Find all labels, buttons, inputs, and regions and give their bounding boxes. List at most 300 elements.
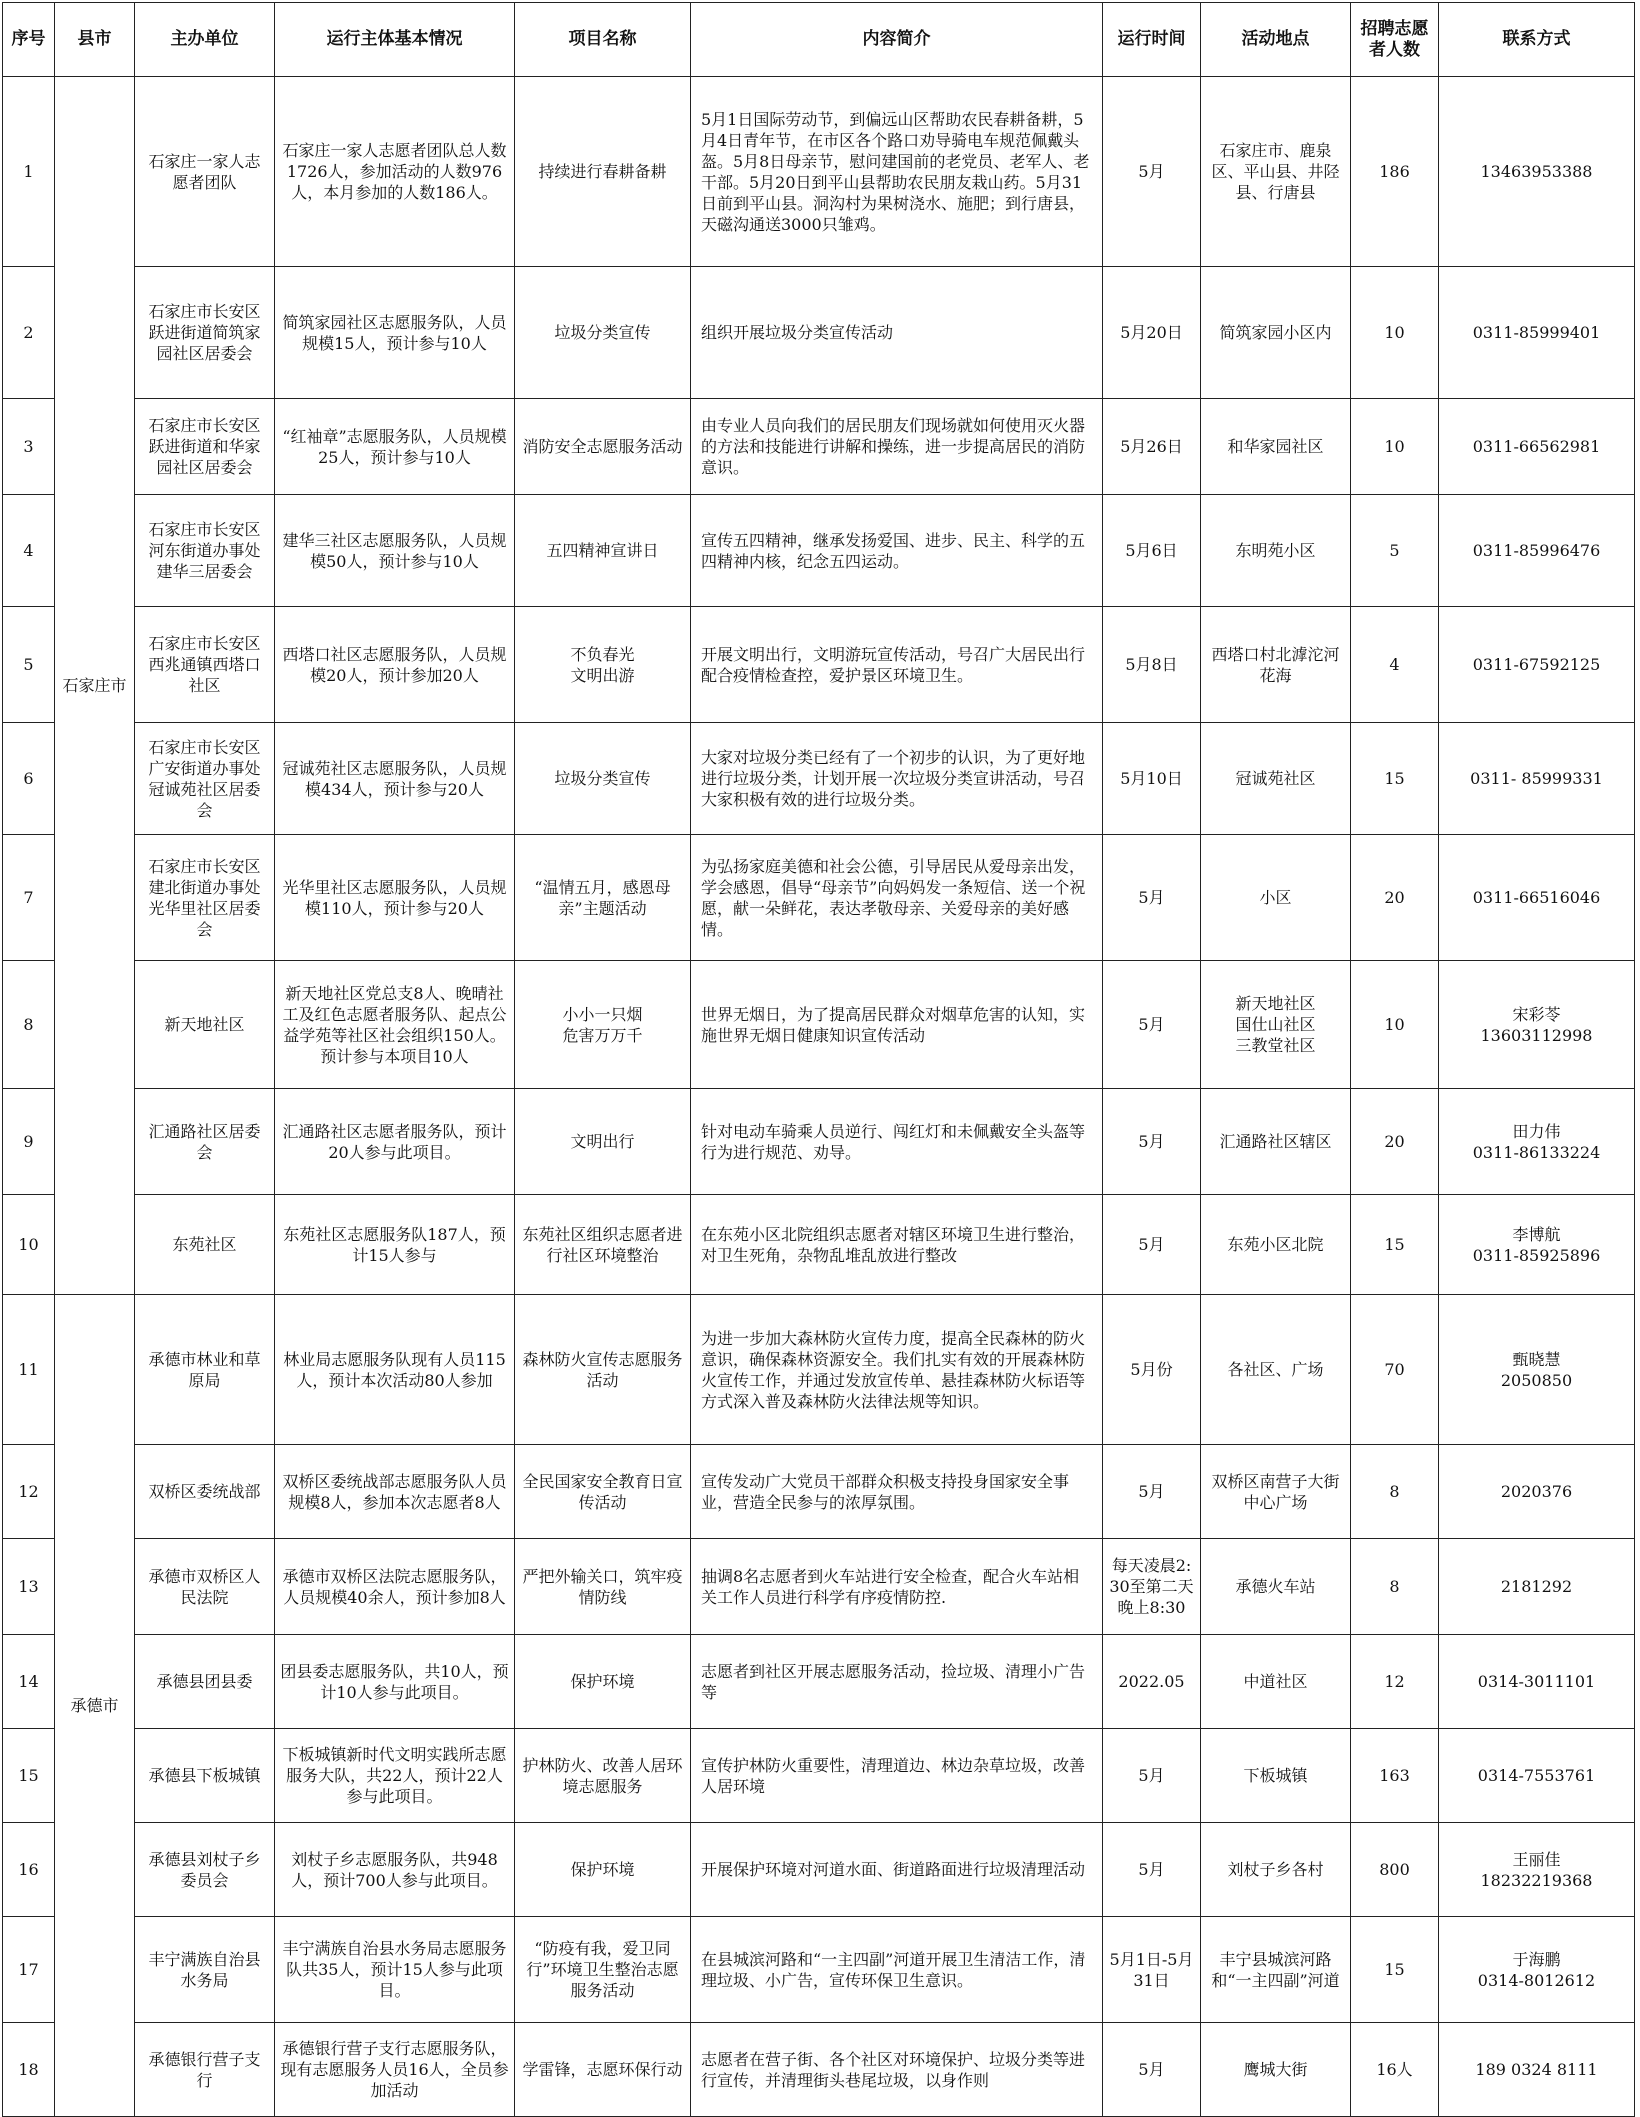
cell-basic bbox=[275, 1917, 515, 2023]
cell-basic bbox=[275, 1539, 515, 1635]
cell-contact bbox=[1439, 723, 1635, 835]
cell-basic-text: 承德银行营子支行志愿服务队，现有志愿服务人员16人，全员参加活动 bbox=[280, 2039, 509, 2100]
cell-seq-text: 3 bbox=[23, 437, 34, 456]
cell-contact bbox=[1439, 961, 1635, 1089]
cell-contact-text: 13463953388 bbox=[1480, 162, 1593, 181]
cell-place-text: 东明苑小区 bbox=[1235, 541, 1316, 560]
cell-contact-text: 0311-85999401 bbox=[1472, 323, 1601, 342]
cell-count-text: 15 bbox=[1384, 1960, 1405, 1979]
cell-count bbox=[1351, 1539, 1439, 1635]
cell-project bbox=[515, 399, 691, 495]
cell-place-text: 新天地社区 bbox=[1235, 994, 1316, 1013]
cell-time-text: 5月份 bbox=[1130, 1360, 1173, 1379]
cell-project bbox=[515, 1295, 691, 1445]
cell-seq-text: 9 bbox=[23, 1132, 34, 1151]
cell-project bbox=[515, 1539, 691, 1635]
table-row bbox=[3, 723, 1635, 835]
cell-time-text: 5月 bbox=[1138, 1015, 1165, 1034]
cell-project-text: 保护环境 bbox=[570, 1672, 635, 1691]
cell-intro-text: 志愿者在营子街、各个社区对环境保护、垃圾分类等进行宣传，并清理街头巷尾垃圾，以身作则 bbox=[701, 2049, 1086, 2090]
cell-seq bbox=[3, 267, 55, 399]
cell-basic bbox=[275, 1729, 515, 1823]
cell-seq-text: 7 bbox=[23, 888, 34, 907]
cell-basic-text: 西塔口社区志愿服务队，人员规模20人，预计参加20人 bbox=[282, 644, 507, 685]
header-place: 活动地点 bbox=[1201, 3, 1351, 77]
cell-basic bbox=[275, 495, 515, 607]
cell-intro bbox=[691, 1445, 1103, 1539]
cell-host bbox=[135, 2023, 275, 2117]
cell-host bbox=[135, 1539, 275, 1635]
cell-count bbox=[1351, 835, 1439, 961]
cell-count bbox=[1351, 77, 1439, 267]
cell-basic-text: 光华里社区志愿服务队，人员规模110人，预计参与20人 bbox=[282, 877, 507, 918]
cell-contact-text: 0311-67592125 bbox=[1472, 655, 1601, 674]
table-row bbox=[3, 961, 1635, 1089]
cell-basic bbox=[275, 723, 515, 835]
cell-place-text: 石家庄市、鹿泉区、平山县、井陉县、行唐县 bbox=[1211, 141, 1340, 202]
cell-intro bbox=[691, 399, 1103, 495]
cell-place bbox=[1201, 1445, 1351, 1539]
cell-contact bbox=[1439, 1539, 1635, 1635]
cell-host-text: 承德县刘杖子乡委员会 bbox=[148, 1849, 261, 1890]
cell-place-text: 鹰城大街 bbox=[1243, 2060, 1308, 2079]
cell-basic bbox=[275, 1195, 515, 1295]
cell-contact-text: 0314-7553761 bbox=[1477, 1766, 1596, 1785]
cell-basic-text: 林业局志愿服务队现有人员115人，预计本次活动80人参加 bbox=[283, 1349, 506, 1390]
cell-contact-text: 甄晓慧 bbox=[1512, 1349, 1561, 1369]
cell-place-text: 西塔口村北滹沱河花海 bbox=[1211, 644, 1340, 685]
cell-basic-text: 新天地社区党总支8人、晚晴社工及红色志愿者服务队、起点公益学苑等社区社会组织150人。预计参与本项目10人 bbox=[282, 983, 507, 1066]
cell-time-text: 2022.05 bbox=[1118, 1672, 1185, 1691]
cell-time-text: 5月 bbox=[1138, 1235, 1165, 1254]
cell-basic bbox=[275, 1635, 515, 1729]
cell-contact-text: 2020376 bbox=[1500, 1482, 1573, 1501]
cell-contact bbox=[1439, 1917, 1635, 2023]
county-cell-shijiazhuang: 石家庄市 bbox=[55, 77, 135, 1295]
cell-contact bbox=[1439, 1295, 1635, 1445]
cell-intro bbox=[691, 835, 1103, 961]
cell-time-text: 5月26日 bbox=[1120, 437, 1183, 456]
cell-host-text: 东苑社区 bbox=[172, 1235, 237, 1254]
cell-time bbox=[1103, 1539, 1201, 1635]
cell-host-text: 石家庄市长安区跃进街道和华家园社区居委会 bbox=[148, 416, 261, 477]
cell-time-text: 5月 bbox=[1138, 162, 1165, 181]
cell-time bbox=[1103, 1635, 1201, 1729]
cell-project bbox=[515, 1195, 691, 1295]
cell-count bbox=[1351, 1823, 1439, 1917]
cell-project bbox=[515, 723, 691, 835]
cell-basic bbox=[275, 1295, 515, 1445]
table-row bbox=[3, 77, 1635, 267]
cell-seq-text: 6 bbox=[23, 769, 34, 788]
cell-contact-text: 0311-66562981 bbox=[1472, 437, 1601, 456]
cell-intro bbox=[691, 607, 1103, 723]
cell-place bbox=[1201, 607, 1351, 723]
cell-host-text: 双桥区委统战部 bbox=[148, 1482, 261, 1501]
cell-seq bbox=[3, 1295, 55, 1445]
cell-time-text: 5月 bbox=[1138, 1766, 1165, 1785]
header-count: 招聘志愿者人数 bbox=[1351, 3, 1439, 77]
cell-intro-text: 在东苑小区北院组织志愿者对辖区环境卫生进行整治，对卫生死角，杂物乱堆乱放进行整改 bbox=[701, 1224, 1086, 1265]
cell-host-text: 新天地社区 bbox=[164, 1015, 245, 1034]
cell-seq bbox=[3, 1539, 55, 1635]
cell-host-text: 石家庄市长安区西兆通镇西塔口社区 bbox=[148, 634, 261, 695]
cell-seq bbox=[3, 1635, 55, 1729]
cell-basic-text: 建华三社区志愿服务队，人员规模50人，预计参与10人 bbox=[282, 530, 507, 571]
cell-seq-text: 14 bbox=[18, 1672, 39, 1691]
cell-count bbox=[1351, 399, 1439, 495]
cell-contact bbox=[1439, 1823, 1635, 1917]
cell-contact-text: 0311-85925896 bbox=[1472, 1245, 1601, 1265]
table-row bbox=[3, 1195, 1635, 1295]
cell-intro bbox=[691, 1089, 1103, 1195]
cell-host-text: 石家庄市长安区广安街道办事处冠诚苑社区居委会 bbox=[148, 737, 261, 820]
cell-time bbox=[1103, 1729, 1201, 1823]
cell-intro-text: 开展文明出行，文明游玩宣传活动，号召广大居民出行配合疫情检查控，爱护景区环境卫生。 bbox=[701, 644, 1086, 685]
cell-place bbox=[1201, 723, 1351, 835]
cell-seq bbox=[3, 2023, 55, 2117]
cell-basic-text: 简筑家园社区志愿服务队，人员规模15人，预计参与10人 bbox=[282, 312, 507, 353]
cell-intro bbox=[691, 723, 1103, 835]
cell-basic-text: “红袖章”志愿服务队，人员规模25人，预计参与10人 bbox=[282, 426, 507, 467]
cell-project bbox=[515, 1445, 691, 1539]
cell-project bbox=[515, 607, 691, 723]
cell-seq-text: 15 bbox=[18, 1766, 39, 1785]
cell-count bbox=[1351, 723, 1439, 835]
header-county: 县市 bbox=[55, 3, 135, 77]
cell-time-text: 5月20日 bbox=[1120, 323, 1183, 342]
cell-contact-text: 18232219368 bbox=[1480, 1870, 1593, 1890]
cell-host bbox=[135, 495, 275, 607]
cell-project bbox=[515, 961, 691, 1089]
cell-place-text: 承德火车站 bbox=[1235, 1577, 1316, 1596]
cell-project bbox=[515, 835, 691, 961]
cell-seq bbox=[3, 77, 55, 267]
cell-project-text: 小小一只烟 bbox=[562, 1004, 643, 1024]
cell-seq bbox=[3, 961, 55, 1089]
cell-contact-text: 田力伟 bbox=[1512, 1121, 1561, 1141]
cell-host bbox=[135, 267, 275, 399]
cell-time-text: 5月 bbox=[1138, 2060, 1165, 2079]
cell-project-text: 文明出游 bbox=[570, 665, 635, 685]
cell-contact bbox=[1439, 607, 1635, 723]
cell-host-text: 承德县团县委 bbox=[156, 1672, 253, 1691]
cell-host bbox=[135, 835, 275, 961]
cell-project-text: 学雷锋，志愿环保行动 bbox=[522, 2060, 683, 2079]
header-project: 项目名称 bbox=[515, 3, 691, 77]
cell-host-text: 石家庄一家人志愿者团队 bbox=[148, 151, 261, 192]
cell-project bbox=[515, 2023, 691, 2117]
cell-host-text: 石家庄市长安区建北街道办事处光华里社区居委会 bbox=[148, 856, 261, 939]
cell-time bbox=[1103, 267, 1201, 399]
cell-count bbox=[1351, 2023, 1439, 2117]
cell-place bbox=[1201, 399, 1351, 495]
cell-host bbox=[135, 1635, 275, 1729]
cell-place-text: 简筑家园小区内 bbox=[1219, 323, 1332, 342]
cell-intro-text: 抽调8名志愿者到火车站进行安全检查，配合火车站相关工作人员进行科学有序疫情防控. bbox=[701, 1566, 1080, 1607]
cell-intro-text: 5月1日国际劳动节，到偏远山区帮助农民春耕备耕，5月4日青年节，在市区各个路口劝导骑电车规范佩戴头盔。5月8日母亲节，慰问建国前的老党员、老军人、老干部。5月20日到平山县帮助农民朋友栽山药。5月31日前到平山县。洞沟村为果树浇水、施肥；到行唐县，天磁沟通送3000只雏鸡。 bbox=[701, 109, 1090, 234]
cell-place bbox=[1201, 1917, 1351, 2023]
cell-project-text: “温情五月，感恩母亲”主题活动 bbox=[534, 877, 671, 918]
cell-count bbox=[1351, 607, 1439, 723]
cell-count-text: 10 bbox=[1384, 323, 1405, 342]
cell-project-text: 不负春光 bbox=[570, 644, 635, 664]
cell-place bbox=[1201, 267, 1351, 399]
cell-time-text: 5月 bbox=[1138, 1860, 1165, 1879]
cell-time-text: 5月 bbox=[1138, 888, 1165, 907]
cell-intro-text: 宣传五四精神，继承发扬爱国、进步、民主、科学的五四精神内核，纪念五四运动。 bbox=[701, 530, 1086, 571]
cell-contact-text: 王丽佳 bbox=[1512, 1849, 1561, 1869]
cell-intro-text: 在县城滨河路和“一主四副”河道开展卫生清洁工作，清理垃圾、小广告，宣传环保卫生意识。 bbox=[701, 1949, 1086, 1990]
cell-project-text: 垃圾分类宣传 bbox=[554, 769, 651, 788]
cell-place bbox=[1201, 77, 1351, 267]
cell-contact bbox=[1439, 267, 1635, 399]
cell-host-text: 汇通路社区居委会 bbox=[148, 1121, 261, 1162]
cell-intro-text: 宣传护林防火重要性，清理道边、林边杂草垃圾，改善人居环境 bbox=[701, 1755, 1086, 1796]
cell-intro-text: 组织开展垃圾分类宣传活动 bbox=[701, 323, 894, 342]
header-row bbox=[3, 3, 1635, 77]
cell-host-text: 承德市林业和草原局 bbox=[148, 1349, 261, 1390]
cell-count-text: 20 bbox=[1384, 1132, 1405, 1151]
cell-contact-text: 189 0324 8111 bbox=[1475, 2060, 1598, 2079]
table-row bbox=[3, 1539, 1635, 1635]
county-cell-chengde: 承德市 bbox=[55, 1295, 135, 2117]
cell-host bbox=[135, 1295, 275, 1445]
cell-place-text: 下板城镇 bbox=[1243, 1766, 1308, 1785]
cell-place bbox=[1201, 495, 1351, 607]
cell-seq bbox=[3, 607, 55, 723]
cell-basic-text: 丰宁满族自治县水务局志愿服务队共35人，预计15人参与此项目。 bbox=[282, 1939, 507, 2000]
cell-time bbox=[1103, 2023, 1201, 2117]
cell-count-text: 800 bbox=[1379, 1860, 1410, 1879]
cell-host bbox=[135, 723, 275, 835]
cell-project-text: 消防安全志愿服务活动 bbox=[522, 437, 683, 456]
cell-count bbox=[1351, 1295, 1439, 1445]
cell-time-text: 5月6日 bbox=[1125, 541, 1178, 560]
table-row bbox=[3, 1729, 1635, 1823]
cell-seq-text: 4 bbox=[23, 541, 34, 560]
cell-seq-text: 5 bbox=[23, 655, 34, 674]
cell-place bbox=[1201, 2023, 1351, 2117]
cell-project bbox=[515, 495, 691, 607]
cell-count-text: 15 bbox=[1384, 769, 1405, 788]
cell-project-text: “防疫有我，爱卫同行”环境卫生整治志愿服务活动 bbox=[526, 1939, 679, 2000]
cell-contact-text: 0311-66516046 bbox=[1472, 888, 1601, 907]
cell-project bbox=[515, 1823, 691, 1917]
cell-place-text: 东苑小区北院 bbox=[1227, 1235, 1324, 1254]
header-basic: 运行主体基本情况 bbox=[275, 3, 515, 77]
cell-project-text: 严把外输关口，筑牢疫情防线 bbox=[522, 1566, 683, 1607]
cell-seq-text: 2 bbox=[23, 323, 34, 342]
cell-place-text: 刘杖子乡各村 bbox=[1227, 1860, 1324, 1879]
cell-contact-text: 0314-3011101 bbox=[1477, 1672, 1596, 1691]
cell-intro-text: 大家对垃圾分类已经有了一个初步的认识，为了更好地进行垃圾分类，计划开展一次垃圾分类宣讲活动，号召大家积极有效的进行垃圾分类。 bbox=[701, 748, 1086, 809]
cell-project bbox=[515, 1917, 691, 2023]
cell-place bbox=[1201, 1635, 1351, 1729]
cell-place bbox=[1201, 835, 1351, 961]
cell-contact-text: 0311-85996476 bbox=[1472, 541, 1601, 560]
cell-intro bbox=[691, 495, 1103, 607]
cell-place bbox=[1201, 1729, 1351, 1823]
cell-project-text: 护林防火、改善人居环境志愿服务 bbox=[522, 1755, 683, 1796]
table-row bbox=[3, 1089, 1635, 1195]
cell-intro-text: 针对电动车骑乘人员逆行、闯红灯和未佩戴安全头盔等行为进行规范、劝导。 bbox=[701, 1121, 1086, 1162]
cell-count-text: 10 bbox=[1384, 437, 1405, 456]
cell-seq bbox=[3, 1195, 55, 1295]
cell-basic bbox=[275, 961, 515, 1089]
cell-count-text: 20 bbox=[1384, 888, 1405, 907]
cell-count bbox=[1351, 1635, 1439, 1729]
cell-intro-text: 为弘扬家庭美德和社会公德，引导居民从爱母亲出发，学会感恩，倡导“母亲节”向妈妈发一条短信、送一个祝愿，献一朵鲜花，表达孝敬母亲、关爱母亲的美好感情。 bbox=[701, 856, 1086, 939]
cell-project-text: 文明出行 bbox=[570, 1132, 635, 1151]
cell-count-text: 163 bbox=[1379, 1766, 1410, 1785]
cell-project bbox=[515, 1729, 691, 1823]
cell-time bbox=[1103, 723, 1201, 835]
cell-contact-text: 李博航 bbox=[1512, 1224, 1561, 1244]
cell-seq bbox=[3, 835, 55, 961]
cell-host bbox=[135, 399, 275, 495]
cell-place-text: 和华家园社区 bbox=[1227, 437, 1324, 456]
cell-basic-text: 刘杖子乡志愿服务队，共948人，预计700人参与此项目。 bbox=[291, 1849, 498, 1890]
cell-intro bbox=[691, 961, 1103, 1089]
cell-count-text: 8 bbox=[1389, 1577, 1400, 1596]
cell-basic-text: 石家庄一家人志愿者团队总人数1726人，参加活动的人数976人，本月参加的人数186人。 bbox=[282, 141, 507, 202]
cell-count-text: 16人 bbox=[1376, 2060, 1413, 2079]
cell-contact-text: 宋彩苓 bbox=[1512, 1004, 1561, 1024]
cell-place-text: 汇通路社区辖区 bbox=[1219, 1132, 1332, 1151]
cell-count-text: 186 bbox=[1379, 162, 1410, 181]
cell-project-text: 五四精神宣讲日 bbox=[546, 541, 659, 560]
cell-host-text: 承德县下板城镇 bbox=[148, 1766, 261, 1785]
cell-project bbox=[515, 1089, 691, 1195]
cell-basic bbox=[275, 2023, 515, 2117]
cell-time-text: 5月8日 bbox=[1125, 655, 1178, 674]
cell-place bbox=[1201, 1539, 1351, 1635]
table-row bbox=[3, 495, 1635, 607]
header-host: 主办单位 bbox=[135, 3, 275, 77]
cell-seq bbox=[3, 399, 55, 495]
cell-host bbox=[135, 77, 275, 267]
cell-seq bbox=[3, 1089, 55, 1195]
table-row bbox=[3, 399, 1635, 495]
cell-basic bbox=[275, 1823, 515, 1917]
table-row bbox=[3, 835, 1635, 961]
cell-project-text: 垃圾分类宣传 bbox=[554, 323, 651, 342]
table-row bbox=[3, 1823, 1635, 1917]
cell-contact-text: 0314-8012612 bbox=[1477, 1970, 1596, 1990]
cell-host-text: 承德银行营子支行 bbox=[148, 2049, 261, 2090]
cell-time bbox=[1103, 77, 1201, 267]
cell-project-text: 持续进行春耕备耕 bbox=[538, 162, 667, 181]
cell-intro bbox=[691, 77, 1103, 267]
cell-place-text: 小区 bbox=[1259, 888, 1292, 907]
cell-seq-text: 12 bbox=[18, 1482, 39, 1501]
cell-place-text: 中道社区 bbox=[1243, 1672, 1308, 1691]
cell-place-text: 双桥区南营子大街中心广场 bbox=[1211, 1471, 1340, 1512]
cell-intro bbox=[691, 1729, 1103, 1823]
cell-count bbox=[1351, 267, 1439, 399]
cell-count-text: 12 bbox=[1384, 1672, 1405, 1691]
cell-intro-text: 宣传发动广大党员干部群众积极支持投身国家安全事业，营造全民参与的浓厚氛围。 bbox=[701, 1471, 1070, 1512]
cell-seq-text: 11 bbox=[18, 1360, 39, 1379]
cell-seq bbox=[3, 1917, 55, 2023]
cell-place bbox=[1201, 1089, 1351, 1195]
header-intro: 内容简介 bbox=[691, 3, 1103, 77]
cell-time-text: 5月 bbox=[1138, 1132, 1165, 1151]
cell-time-text: 5月1日-5月31日 bbox=[1109, 1949, 1194, 1990]
cell-time-text: 5月10日 bbox=[1120, 769, 1183, 788]
cell-host-text: 丰宁满族自治县水务局 bbox=[148, 1949, 261, 1990]
cell-time bbox=[1103, 607, 1201, 723]
cell-place-text: 丰宁县城滨河路和“一主四副”河道 bbox=[1211, 1949, 1340, 1990]
cell-count-text: 8 bbox=[1389, 1482, 1400, 1501]
table-row bbox=[3, 267, 1635, 399]
cell-intro bbox=[691, 1295, 1103, 1445]
table-row bbox=[3, 1917, 1635, 2023]
cell-basic-text: 团县委志愿服务队，共10人，预计10人参与此项目。 bbox=[280, 1661, 509, 1702]
cell-host bbox=[135, 1823, 275, 1917]
cell-intro-text: 开展保护环境对河道水面、街道路面进行垃圾清理活动 bbox=[701, 1860, 1086, 1879]
cell-seq bbox=[3, 495, 55, 607]
cell-count bbox=[1351, 1917, 1439, 2023]
cell-intro bbox=[691, 1917, 1103, 2023]
cell-seq bbox=[3, 1823, 55, 1917]
cell-host bbox=[135, 607, 275, 723]
cell-contact bbox=[1439, 835, 1635, 961]
cell-basic-text: 双桥区委统战部志愿服务队人员规模8人，参加本次志愿者8人 bbox=[282, 1471, 507, 1512]
cell-seq bbox=[3, 1729, 55, 1823]
cell-project-text: 危害万万千 bbox=[562, 1025, 643, 1045]
cell-intro-text: 志愿者到社区开展志愿服务活动，捡垃圾、清理小广告等 bbox=[701, 1661, 1086, 1702]
table-row bbox=[3, 607, 1635, 723]
cell-intro bbox=[691, 1823, 1103, 1917]
cell-contact bbox=[1439, 2023, 1635, 2117]
cell-intro-text: 由专业人员向我们的居民朋友们现场就如何使用灭火器的方法和技能进行讲解和操练，进一步提高居民的消防意识。 bbox=[701, 416, 1086, 477]
cell-intro-text: 世界无烟日，为了提高居民群众对烟草危害的认知，实施世界无烟日健康知识宣传活动 bbox=[701, 1004, 1086, 1045]
header-seq: 序号 bbox=[3, 3, 55, 77]
cell-contact bbox=[1439, 1445, 1635, 1539]
cell-count bbox=[1351, 1445, 1439, 1539]
cell-intro bbox=[691, 1195, 1103, 1295]
cell-host bbox=[135, 961, 275, 1089]
cell-time bbox=[1103, 399, 1201, 495]
cell-seq-text: 10 bbox=[18, 1235, 39, 1254]
cell-place-text: 各社区、广场 bbox=[1227, 1360, 1324, 1379]
cell-project bbox=[515, 1635, 691, 1729]
cell-count-text: 70 bbox=[1384, 1360, 1405, 1379]
header-contact: 联系方式 bbox=[1439, 3, 1635, 77]
cell-contact bbox=[1439, 495, 1635, 607]
cell-contact bbox=[1439, 399, 1635, 495]
cell-contact bbox=[1439, 1195, 1635, 1295]
cell-place bbox=[1201, 1295, 1351, 1445]
cell-seq-text: 8 bbox=[23, 1015, 34, 1034]
volunteer-project-table bbox=[2, 2, 1635, 2117]
cell-intro-text: 为进一步加大森林防火宣传力度，提高全民森林的防火意识，确保森林资源安全。我们扎实有效的开展森林防火宣传工作，并通过发放宣传单、悬挂森林防火标语等方式深入普及森林防火法律法规等知识。 bbox=[701, 1328, 1086, 1411]
cell-seq-text: 18 bbox=[18, 2060, 39, 2079]
cell-basic-text: 冠诚苑社区志愿服务队，人员规模434人，预计参与20人 bbox=[282, 758, 507, 799]
cell-place bbox=[1201, 1823, 1351, 1917]
cell-seq-text: 13 bbox=[18, 1577, 39, 1596]
cell-count-text: 10 bbox=[1384, 1015, 1405, 1034]
cell-count-text: 4 bbox=[1389, 655, 1400, 674]
cell-time bbox=[1103, 1823, 1201, 1917]
cell-basic bbox=[275, 267, 515, 399]
cell-basic bbox=[275, 1445, 515, 1539]
cell-time bbox=[1103, 835, 1201, 961]
table-body bbox=[3, 77, 1635, 2117]
cell-host bbox=[135, 1195, 275, 1295]
